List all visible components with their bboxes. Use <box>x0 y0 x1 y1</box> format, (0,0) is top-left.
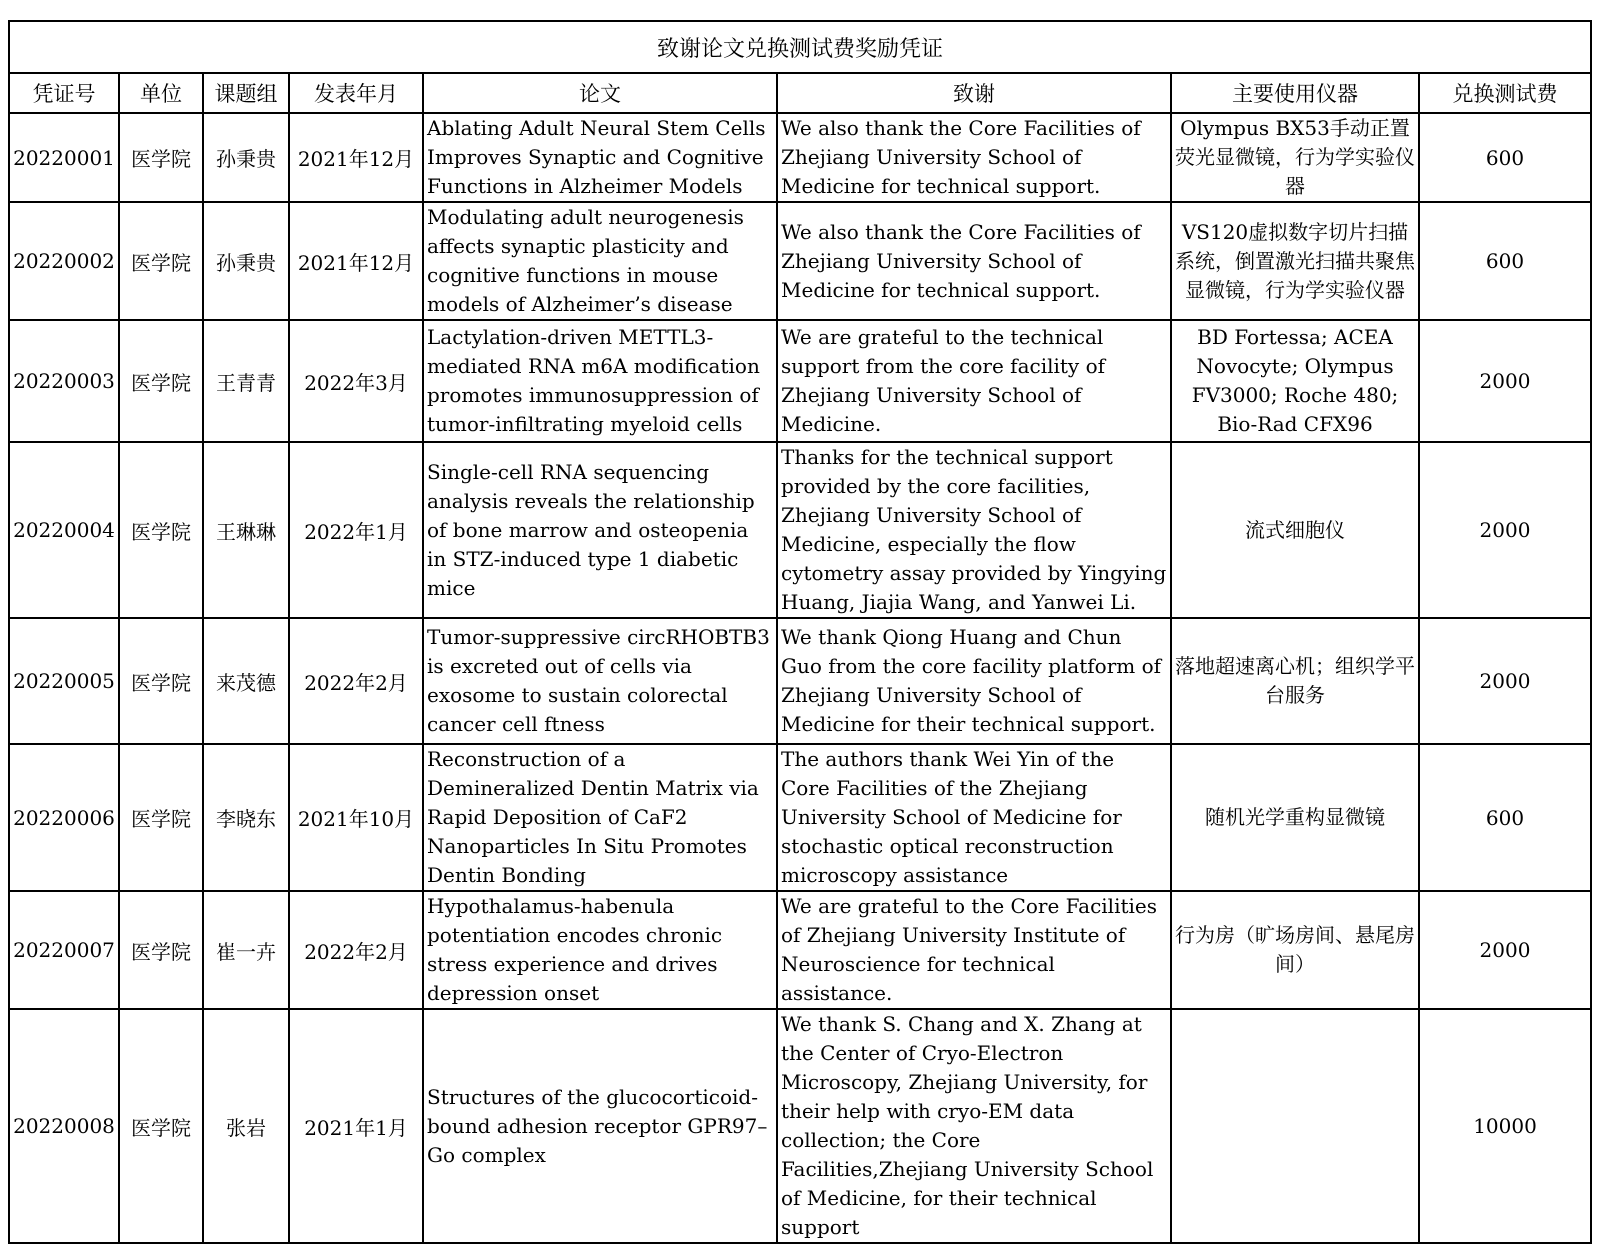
column-header: 致谢 <box>777 73 1171 113</box>
column-header: 兑换测试费 <box>1419 73 1591 113</box>
voucher-id-cell: 20220008 <box>9 1009 119 1243</box>
table-row <box>9 891 1591 1009</box>
group-cell: 崔一卉 <box>203 891 289 1009</box>
instrument-cell: 行为房（旷场房间、悬尾房间） <box>1171 891 1419 1009</box>
instrument-cell: 流式细胞仪 <box>1171 442 1419 618</box>
group-cell: 王琳琳 <box>203 442 289 618</box>
voucher-id-cell: 20220001 <box>9 113 119 202</box>
column-header: 凭证号 <box>9 73 119 113</box>
group-cell: 孙秉贵 <box>203 202 289 320</box>
fee-cell: 600 <box>1419 744 1591 891</box>
ack-cell: We also thank the Core Facilities of Zhejiang University School of Medicine for technical support. <box>777 113 1171 202</box>
column-header: 单位 <box>119 73 203 113</box>
date-cell: 2021年1月 <box>289 1009 423 1243</box>
voucher-id-cell: 20220007 <box>9 891 119 1009</box>
table-row <box>9 618 1591 744</box>
ack-cell: We are grateful to the technical support from the core facility of Zhejiang University School of Medicine. <box>777 320 1171 442</box>
table-row <box>9 442 1591 618</box>
date-cell: 2022年1月 <box>289 442 423 618</box>
unit-cell: 医学院 <box>119 618 203 744</box>
unit-cell: 医学院 <box>119 442 203 618</box>
instrument-cell: VS120虚拟数字切片扫描系统，倒置激光扫描共聚焦显微镜，行为学实验仪器 <box>1171 202 1419 320</box>
table-title: 致谢论文兑换测试费奖励凭证 <box>9 21 1591 73</box>
table-row <box>9 113 1591 202</box>
fee-cell: 2000 <box>1419 320 1591 442</box>
unit-cell: 医学院 <box>119 891 203 1009</box>
voucher-sheet <box>8 20 1590 1244</box>
voucher-id-cell: 20220005 <box>9 618 119 744</box>
paper-cell: Lactylation-driven METTL3-mediated RNA m6A modification promotes immunosuppression of tumor-infiltrating myeloid cells <box>423 320 777 442</box>
ack-cell: We also thank the Core Facilities of Zhejiang University School of Medicine for technical support. <box>777 202 1171 320</box>
unit-cell: 医学院 <box>119 1009 203 1243</box>
voucher-table <box>8 20 1592 1244</box>
paper-cell: Reconstruction of a Demineralized Dentin Matrix via Rapid Deposition of CaF2 Nanoparticles In Situ Promotes Dentin Bonding <box>423 744 777 891</box>
date-cell: 2022年3月 <box>289 320 423 442</box>
fee-cell: 2000 <box>1419 891 1591 1009</box>
date-cell: 2022年2月 <box>289 891 423 1009</box>
paper-cell: Single-cell RNA sequencing analysis reveals the relationship of bone marrow and osteopenia in STZ-induced type 1 diabetic mice <box>423 442 777 618</box>
paper-cell: Ablating Adult Neural Stem Cells Improves Synaptic and Cognitive Functions in Alzheimer Models <box>423 113 777 202</box>
ack-cell: We thank Qiong Huang and Chun Guo from the core facility platform of Zhejiang University School of Medicine for their technical support. <box>777 618 1171 744</box>
voucher-id-cell: 20220002 <box>9 202 119 320</box>
instrument-cell: BD Fortessa; ACEA Novocyte; Olympus FV3000; Roche 480; Bio-Rad CFX96 <box>1171 320 1419 442</box>
group-cell: 张岩 <box>203 1009 289 1243</box>
date-cell: 2021年12月 <box>289 113 423 202</box>
instrument-cell: 随机光学重构显微镜 <box>1171 744 1419 891</box>
unit-cell: 医学院 <box>119 113 203 202</box>
date-cell: 2021年12月 <box>289 202 423 320</box>
instrument-cell: Olympus BX53手动正置荧光显微镜，行为学实验仪器 <box>1171 113 1419 202</box>
ack-cell: Thanks for the technical support provided by the core facilities, Zhejiang University School of Medicine, especially the flow cytometry assay provided by Yingying Huang, Jiajia Wang, and Yanwei Li. <box>777 442 1171 618</box>
ack-cell: We are grateful to the Core Facilities of Zhejiang University Institute of Neuroscience for technical assistance. <box>777 891 1171 1009</box>
paper-cell: Hypothalamus-habenula potentiation encodes chronic stress experience and drives depression onset <box>423 891 777 1009</box>
voucher-id-cell: 20220006 <box>9 744 119 891</box>
instrument-cell: 落地超速离心机；组织学平台服务 <box>1171 618 1419 744</box>
table-row <box>9 1009 1591 1243</box>
table-row <box>9 744 1591 891</box>
fee-cell: 600 <box>1419 113 1591 202</box>
group-cell: 来茂德 <box>203 618 289 744</box>
paper-cell: Tumor-suppressive circRHOBTB3 is excreted out of cells via exosome to sustain colorectal cancer cell ftness <box>423 618 777 744</box>
ack-cell: We thank S. Chang and X. Zhang at the Center of Cryo-Electron Microscopy, Zhejiang University, for their help with cryo-EM data collection; the Core Facilities,Zhejiang University School of Medicine, for their technical support <box>777 1009 1171 1243</box>
group-cell: 王青青 <box>203 320 289 442</box>
fee-cell: 2000 <box>1419 442 1591 618</box>
column-header: 发表年月 <box>289 73 423 113</box>
header-row <box>9 73 1591 113</box>
table-row <box>9 320 1591 442</box>
ack-cell: The authors thank Wei Yin of the Core Facilities of the Zhejiang University School of Medicine for stochastic optical reconstruction microscopy assistance <box>777 744 1171 891</box>
voucher-id-cell: 20220004 <box>9 442 119 618</box>
group-cell: 李晓东 <box>203 744 289 891</box>
date-cell: 2022年2月 <box>289 618 423 744</box>
group-cell: 孙秉贵 <box>203 113 289 202</box>
paper-cell: Structures of the glucocorticoid-bound adhesion receptor GPR97–Go complex <box>423 1009 777 1243</box>
column-header: 课题组 <box>203 73 289 113</box>
unit-cell: 医学院 <box>119 202 203 320</box>
unit-cell: 医学院 <box>119 744 203 891</box>
unit-cell: 医学院 <box>119 320 203 442</box>
paper-cell: Modulating adult neurogenesis affects synaptic plasticity and cognitive functions in mouse models of Alzheimer’s disease <box>423 202 777 320</box>
date-cell: 2021年10月 <box>289 744 423 891</box>
column-header: 主要使用仪器 <box>1171 73 1419 113</box>
fee-cell: 10000 <box>1419 1009 1591 1243</box>
fee-cell: 2000 <box>1419 618 1591 744</box>
instrument-cell <box>1171 1009 1419 1243</box>
column-header: 论文 <box>423 73 777 113</box>
voucher-id-cell: 20220003 <box>9 320 119 442</box>
table-row <box>9 202 1591 320</box>
fee-cell: 600 <box>1419 202 1591 320</box>
